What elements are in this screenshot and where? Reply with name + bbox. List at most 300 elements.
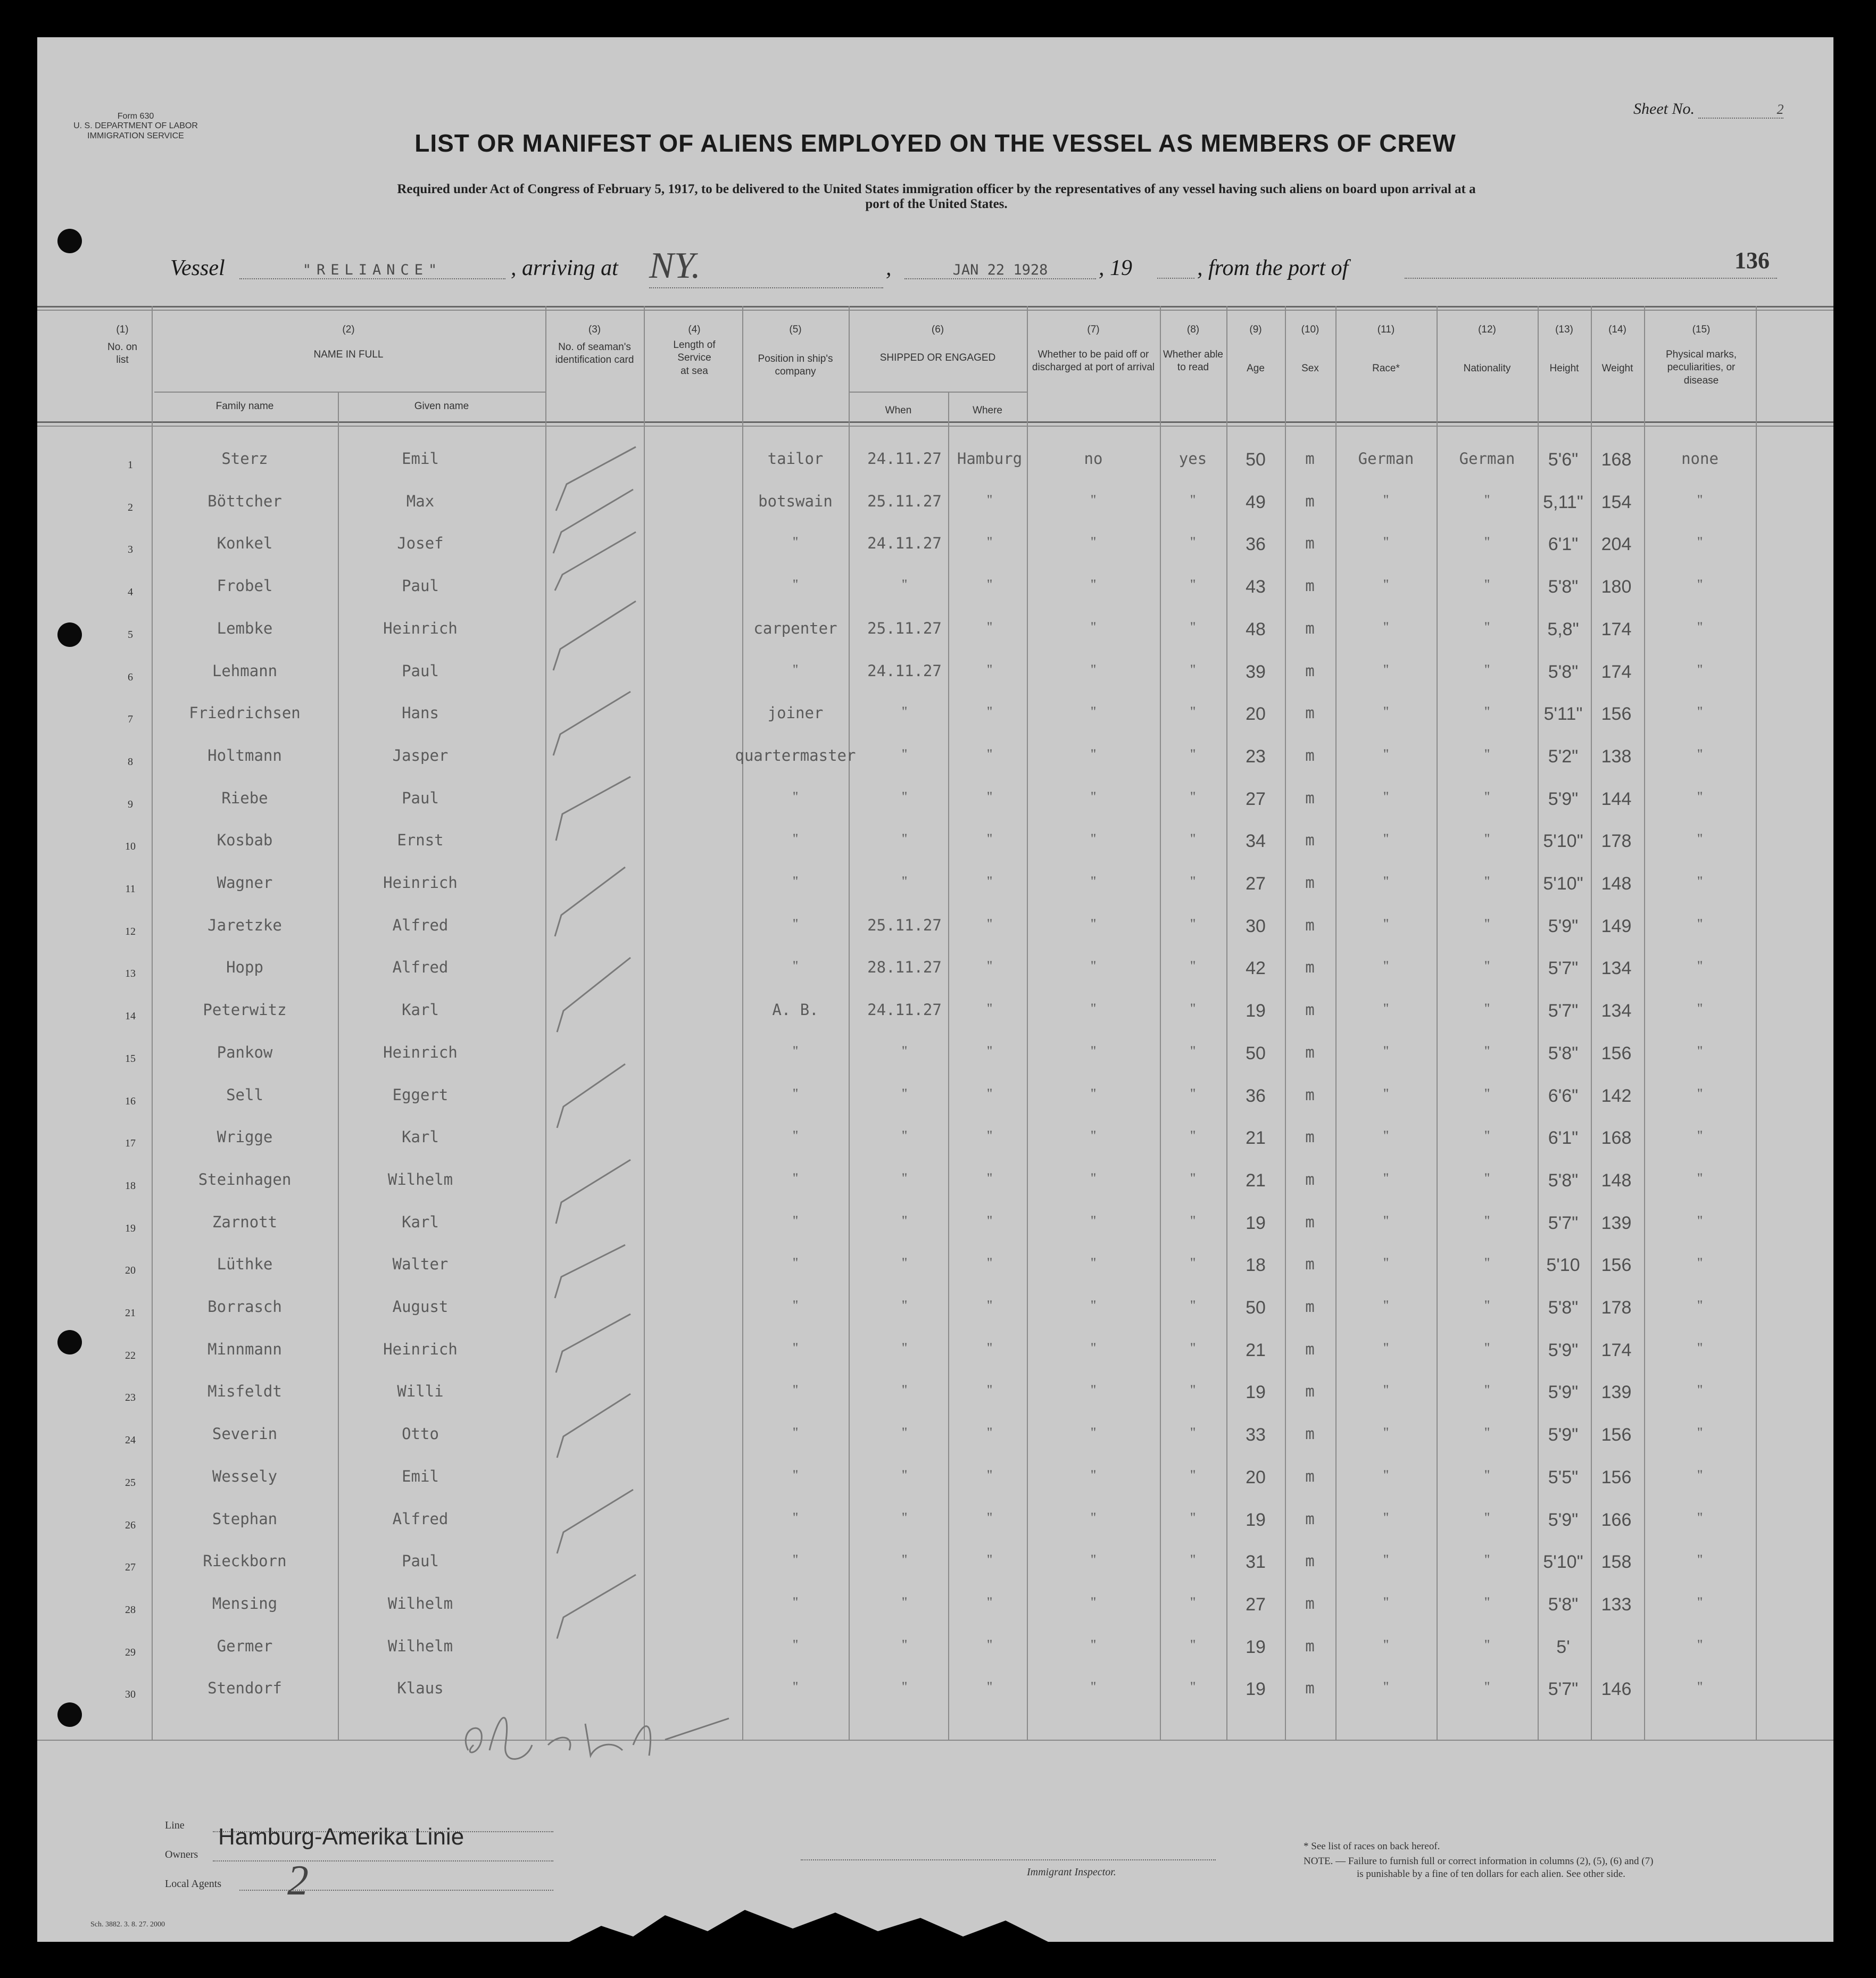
able-to-read: " [1190,704,1196,720]
subtitle [144,182,1729,212]
paid-off: " [1090,619,1097,635]
where-header: Where [973,405,1002,416]
row-number: 20 [125,1265,136,1277]
row-number: 2 [128,501,133,513]
row-number: 25 [125,1476,136,1489]
race: " [1383,1212,1389,1228]
weight: 139 [1601,1212,1632,1233]
position: A. B. [772,1001,819,1019]
nationality: " [1484,1467,1490,1483]
weight: 174 [1601,619,1632,639]
position: " [792,788,799,804]
row-number: 1 [128,459,133,471]
owners-label: Owners [165,1849,198,1860]
shipped-when: " [901,1509,908,1525]
paid-off: " [1090,1001,1097,1017]
shipped-subheader-rule [849,392,1027,393]
shipped-where: " [986,1425,993,1441]
height: 5'10 [1546,1255,1580,1276]
shipped-where: " [986,788,993,804]
nationality: " [1484,958,1490,974]
paid-off: " [1090,1594,1097,1610]
shipped-when: " [901,1298,908,1313]
punch-hole [57,1702,82,1727]
row-number: 27 [125,1561,136,1574]
row-number: 23 [125,1392,136,1404]
position: " [792,958,799,974]
weight: 133 [1601,1594,1632,1615]
col-divider [644,306,645,1740]
col5-label: Position in ship's company [758,353,833,378]
age: 19 [1246,1001,1266,1021]
weight: 138 [1601,746,1632,767]
col-divider [1756,306,1757,1740]
row-number: 5 [128,628,133,641]
age: 21 [1246,1170,1266,1191]
col14-num: (14) [1608,324,1626,335]
nationality: " [1484,1001,1490,1017]
col9-label: Age [1247,362,1265,374]
weight: 134 [1601,958,1632,979]
col10-num: (10) [1301,324,1319,335]
physical-marks: " [1697,916,1703,932]
sex: m [1305,450,1315,468]
shipped-where: " [986,1594,993,1610]
row-number: 4 [128,586,133,599]
row-number: 7 [128,713,133,726]
sex: m [1305,916,1315,934]
page-title: LIST OR MANIFEST OF ALIENS EMPLOYED ON THE VESSEL AS MEMBERS OF CREW [414,129,1456,157]
row-number: 29 [125,1646,136,1658]
position: " [792,1679,799,1695]
col3-label: No. of seaman's identification card [555,341,634,366]
race: " [1383,831,1389,847]
from-port-blank [1405,277,1777,279]
shipped-where: " [986,1298,993,1313]
physical-marks: " [1697,874,1703,889]
nationality: German [1459,450,1515,468]
col1-header [96,323,149,367]
position: botswain [758,492,833,510]
paid-off: " [1090,1085,1097,1101]
nationality: " [1484,1170,1490,1186]
race: " [1383,1255,1389,1271]
table-top-rule-2 [37,310,1833,311]
col5-header [745,323,846,379]
owners-blank [213,1860,553,1861]
able-to-read: " [1190,1509,1196,1525]
sex: m [1305,958,1315,977]
shipped-when: " [901,746,908,762]
able-to-read: " [1190,831,1196,847]
col-divider [1538,306,1539,1740]
sex: m [1305,492,1315,510]
weight: 168 [1601,1128,1632,1149]
able-to-read: " [1190,916,1196,932]
family-name: Kosbab [217,831,273,850]
able-to-read: " [1190,1001,1196,1017]
physical-marks: " [1697,1340,1703,1356]
paid-off: " [1090,1212,1097,1228]
race: " [1383,1170,1389,1186]
row-number: 10 [125,841,136,853]
given-name: Karl [402,1001,439,1019]
col-divider [849,306,850,1740]
weight: 148 [1601,1170,1632,1191]
nationality: " [1484,831,1490,847]
col13-label: Height [1549,362,1579,374]
sex: m [1305,661,1315,680]
age: 27 [1246,874,1266,894]
physical-marks: " [1697,831,1703,847]
year-blank [1157,277,1194,279]
col-divider [1160,306,1161,1740]
paid-off: " [1090,1255,1097,1271]
col12-label: Nationality [1463,362,1511,374]
col-divider [742,306,743,1740]
given-name: Wilhelm [387,1594,453,1613]
physical-marks: " [1697,1467,1703,1483]
age: 21 [1246,1340,1266,1360]
nationality: " [1484,1382,1490,1398]
able-to-read: " [1190,746,1196,762]
shipped-where: " [986,874,993,889]
race: " [1383,1636,1389,1652]
race: " [1383,1425,1389,1441]
sheet-label: Sheet No. [1633,100,1695,118]
col12-header [1437,323,1538,375]
given-name: Ernst [397,831,444,850]
shipped-when: 24.11.27 [867,450,942,468]
col6-num: (6) [931,324,944,335]
age: 34 [1246,831,1266,852]
sex: m [1305,1255,1315,1274]
nationality: " [1484,1594,1490,1610]
race: " [1383,874,1389,889]
height: 5'9" [1548,788,1579,809]
weight: 156 [1601,1255,1632,1276]
sex: m [1305,1636,1315,1655]
row-number: 9 [128,798,133,810]
shipped-when: 25.11.27 [867,619,942,637]
local-agents-blank [239,1890,553,1891]
height: 5'9" [1548,1425,1579,1445]
age: 31 [1246,1552,1266,1573]
shipped-when: " [901,1382,908,1398]
paid-off: no [1084,450,1103,468]
shipped-where: " [986,1170,993,1186]
col4-header [654,323,734,378]
col2-label: NAME IN FULL [313,348,384,360]
shipped-where: " [986,577,993,593]
sex: m [1305,1552,1315,1570]
weight: 148 [1601,874,1632,894]
col-divider [1437,306,1438,1740]
sex: m [1305,1382,1315,1401]
height: 5'8" [1548,1298,1579,1318]
table-bottom-rule [37,1740,1833,1741]
age: 50 [1246,1043,1266,1063]
weight: 146 [1601,1679,1632,1700]
col4-num: (4) [688,324,701,335]
given-name: Heinrich [383,874,458,892]
age: 36 [1246,1085,1266,1106]
vessel-label: Vessel [170,256,225,280]
shipped-where: " [986,1255,993,1271]
nationality: " [1484,874,1490,889]
shipped-when: " [901,1170,908,1186]
shipped-when: " [901,1212,908,1228]
col-divider [1644,306,1645,1740]
given-name: Heinrich [383,1043,458,1061]
position: " [792,1340,799,1356]
given-name: August [392,1298,449,1316]
age: 20 [1246,704,1266,725]
sex: m [1305,1340,1315,1358]
col6-header [849,323,1027,364]
shipped-where: " [986,1382,993,1398]
given-name: Otto [402,1425,439,1443]
age: 19 [1246,1382,1266,1403]
nationality: " [1484,1552,1490,1568]
family-name: Wagner [217,874,273,892]
family-name-header: Family name [215,401,274,412]
physical-marks: " [1697,1170,1703,1186]
row-number: 13 [125,968,136,980]
row-number: 22 [125,1349,136,1361]
sex: m [1305,1212,1315,1231]
height: 5'5" [1548,1467,1579,1487]
family-name: Sterz [221,450,268,468]
sex: m [1305,874,1315,892]
height: 5'9" [1548,1509,1579,1530]
paid-off: " [1090,1128,1097,1144]
department: U. S. DEPARTMENT OF LABOR [73,121,198,131]
nationality: " [1484,1298,1490,1313]
position: " [792,916,799,932]
shipped-when: " [901,1594,908,1610]
able-to-read: " [1190,1382,1196,1398]
able-to-read: " [1190,958,1196,974]
sex: m [1305,746,1315,764]
shipped-where: " [986,704,993,720]
name-subheader-rule [154,392,545,393]
shipped-when: " [901,788,908,804]
family-name: Borrasch [207,1298,282,1316]
sex: m [1305,1509,1315,1528]
physical-marks: " [1697,1509,1703,1525]
race: " [1383,1679,1389,1695]
age: 50 [1246,450,1266,470]
nationality: " [1484,1679,1490,1695]
subtitle-line-1: Required under Act of Congress of February 5, 1917, to be delivered to the United States immigration officer by the representatives of any vessel having such aliens on board upon arrival at a [397,182,1476,196]
race: " [1383,577,1389,593]
from-port-label: , from the port of [1197,256,1349,280]
col-divider [152,306,153,1740]
arriving-port: NY. [649,245,883,288]
punch-hole [57,622,82,647]
inspector-blank [801,1859,1216,1860]
height: 5,8" [1547,619,1579,639]
race: " [1383,1594,1389,1610]
row-number: 16 [125,1095,136,1107]
owners-value: Hamburg-Amerika Linie [218,1824,464,1850]
nationality: " [1484,1085,1490,1101]
col2-num: (2) [342,324,355,335]
position: " [792,1128,799,1144]
col13-num: (13) [1555,324,1573,335]
physical-marks: " [1697,492,1703,508]
shipped-when: " [901,1552,908,1568]
row-number: 18 [125,1179,136,1192]
inspector-label: Immigrant Inspector. [1027,1866,1116,1878]
weight: 139 [1601,1382,1632,1403]
able-to-read: " [1190,1552,1196,1568]
position: tailor [767,450,824,468]
shipped-when: " [901,1425,908,1441]
row-number: 24 [125,1434,136,1447]
sheet-value: 2 [1698,102,1783,119]
given-name: Jasper [392,746,449,764]
col11-label: Race* [1372,362,1400,374]
weight: 174 [1601,1340,1632,1360]
nationality: " [1484,704,1490,720]
col8-num: (8) [1186,324,1200,335]
able-to-read: yes [1178,450,1207,468]
print-code: Sch. 3882. 3. 8. 27. 2000 [90,1921,165,1929]
paid-off: " [1090,958,1097,974]
sex: m [1305,1594,1315,1613]
physical-marks: " [1697,958,1703,974]
weight: 180 [1601,577,1632,597]
height: 5'8" [1548,661,1579,682]
row-number: 15 [125,1052,136,1065]
row-number: 17 [125,1137,136,1150]
given-name: Klaus [397,1679,444,1698]
row-number: 14 [125,1010,136,1023]
age: 33 [1246,1425,1266,1445]
height: 5'10" [1543,831,1583,852]
paid-off: " [1090,661,1097,677]
able-to-read: " [1190,577,1196,593]
able-to-read: " [1190,1594,1196,1610]
shipped-when: " [901,874,908,889]
position: carpenter [753,619,837,637]
col8-header [1163,323,1224,375]
position: " [792,1255,799,1271]
physical-marks: " [1697,577,1703,593]
subtitle-line-2: port of the United States. [865,197,1008,211]
able-to-read: " [1190,1085,1196,1101]
manifest-sheet [37,37,1833,1942]
position: " [792,1509,799,1525]
paid-off: " [1090,534,1097,550]
height: 5'7" [1548,1001,1579,1021]
physical-marks: " [1697,1128,1703,1144]
able-to-read: " [1190,1170,1196,1186]
sex: m [1305,577,1315,595]
family-name: Wrigge [217,1128,273,1146]
race: " [1383,704,1389,720]
family-name: Zarnott [212,1212,278,1231]
family-name: Lembke [217,619,273,637]
able-to-read: " [1190,1128,1196,1144]
race: " [1383,916,1389,932]
sex: m [1305,1043,1315,1061]
family-name: Germer [217,1636,273,1655]
shipped-when: " [901,704,908,720]
physical-marks: none [1681,450,1719,468]
given-name: Paul [402,788,439,807]
able-to-read: " [1190,1255,1196,1271]
nationality: " [1484,1636,1490,1652]
physical-marks: " [1697,534,1703,550]
shipped-when: 24.11.27 [867,534,942,553]
race: " [1383,1085,1389,1101]
paid-off: " [1090,1382,1097,1398]
physical-marks: " [1697,619,1703,635]
family-name: Frobel [217,577,273,595]
age: 23 [1246,746,1266,767]
position: " [792,831,799,847]
position: " [792,1636,799,1652]
row-number: 30 [125,1689,136,1701]
header-bottom-rule-2 [37,426,1833,427]
col-divider [1335,306,1337,1740]
form-number: Form 630 [117,112,154,121]
weight: 134 [1601,1001,1632,1021]
col4-label: Length of Service at sea [673,339,716,377]
height: 5'9" [1548,1382,1579,1403]
date-stamp: JAN 22 1928 [904,262,1096,279]
race: " [1383,1298,1389,1313]
able-to-read: " [1190,874,1196,889]
weight: 156 [1601,1467,1632,1487]
shipped-when: 24.11.27 [867,1001,942,1019]
height: 5'7" [1548,958,1579,979]
arriving-label: , arriving at [511,256,618,280]
given-name: Paul [402,1552,439,1570]
family-name: Konkel [217,534,273,553]
position: quartermaster [735,746,856,764]
sex: m [1305,1170,1315,1189]
height: 6'6" [1548,1085,1579,1106]
shipped-where: " [986,534,993,550]
nationality: " [1484,492,1490,508]
weight: 168 [1601,450,1632,470]
position: " [792,1552,799,1568]
position: " [792,1382,799,1398]
shipped-where: " [986,1636,993,1652]
family-name: Riebe [221,788,268,807]
physical-marks: " [1697,746,1703,762]
family-name: Misfeldt [207,1382,282,1401]
able-to-read: " [1190,492,1196,508]
shipped-where: " [986,1552,993,1568]
list-number: 136 [1734,247,1770,273]
shipped-where: " [986,1467,993,1483]
position: " [792,1043,799,1059]
physical-marks: " [1697,1043,1703,1059]
nationality: " [1484,1509,1490,1525]
col11-header [1335,323,1437,375]
able-to-read: " [1190,619,1196,635]
age: 43 [1246,577,1266,597]
shipped-where: " [986,1128,993,1144]
nationality: " [1484,916,1490,932]
family-name: Mensing [212,1594,278,1613]
race: " [1383,1001,1389,1017]
